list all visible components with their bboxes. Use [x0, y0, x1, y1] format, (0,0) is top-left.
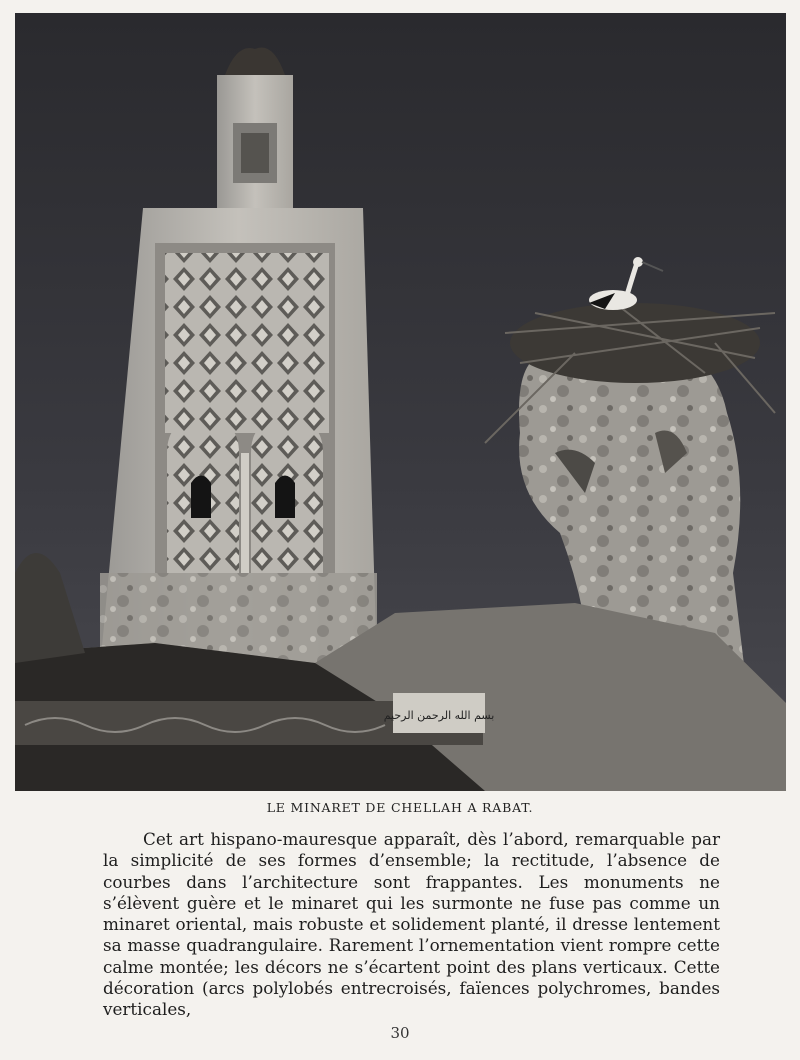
body-paragraph: Cet art hispano-mauresque apparaît, dès l’abord, remarquable par la simplicité de ses formes d’ensemble; la rectitude, l’absence de courbes dans l’architecture sont frappantes. Les monuments ne s’élèvent guère et le minaret qui les surmonte ne fuse pas comme un minaret oriental, mais robuste et solidement planté, il dresse lentement sa masse quadrangulaire. Rarement l’ornementation vient rompre cette calme montée; les décors ne s’écartent point des plans verticaux. Cette décoration (arcs polylobés entrecroisés, faïences polychromes, bandes verticales,: [103, 829, 720, 1020]
minaret-photograph: [15, 13, 786, 791]
figure-caption: LE MINARET DE CHELLAH A RABAT.: [266, 800, 534, 815]
body-text: [103, 829, 720, 1021]
minaret-tower: [100, 208, 377, 668]
page-number: 30: [390, 1024, 410, 1042]
inscription-text: بسم الله الرحمن الرحيم: [383, 709, 495, 722]
minaret-lantern: [217, 47, 293, 210]
